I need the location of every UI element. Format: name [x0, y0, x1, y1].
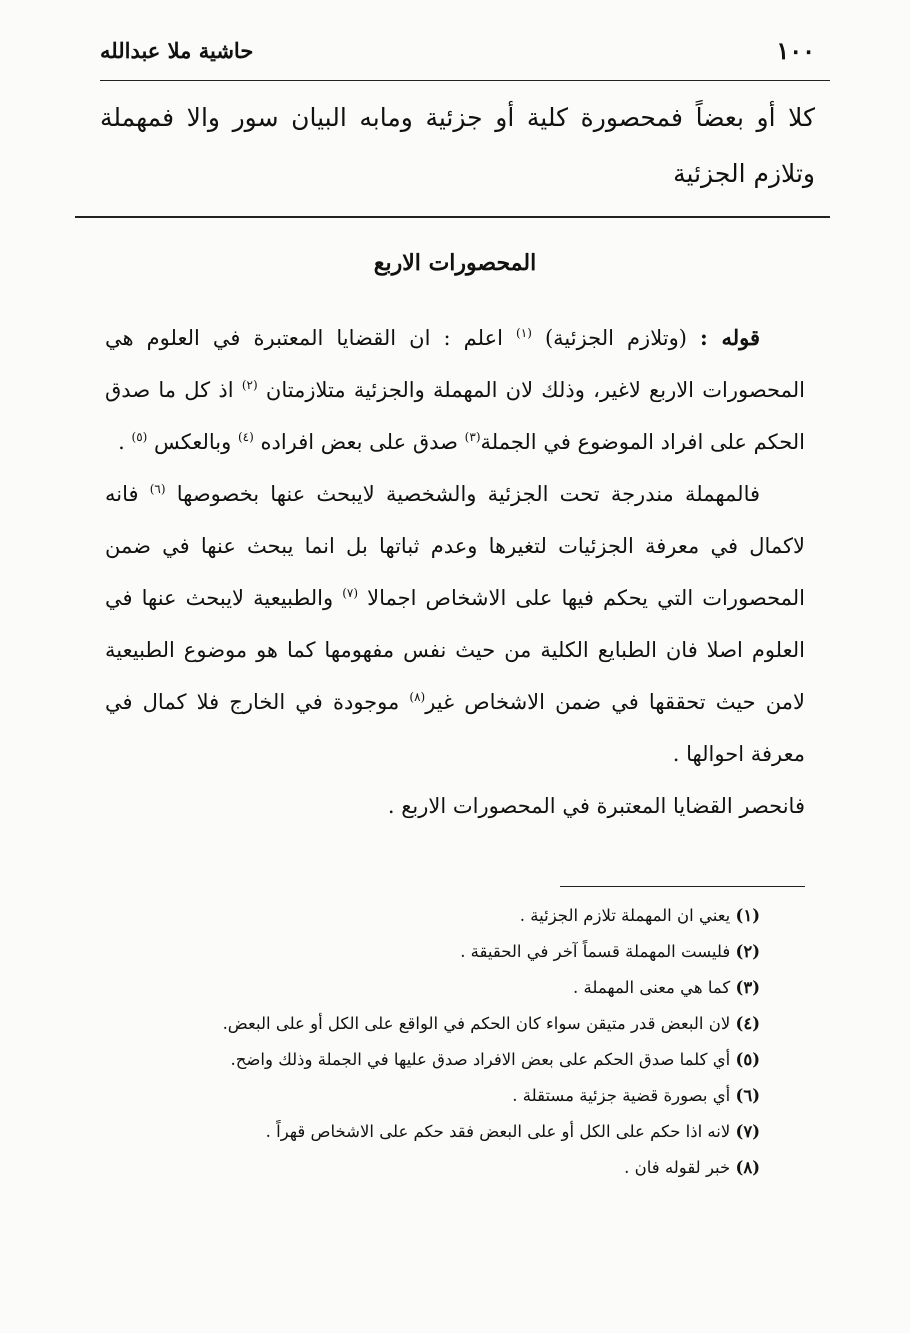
section-heading: المحصورات الاربع — [373, 250, 537, 276]
header-divider — [100, 80, 830, 81]
commentary-paragraph-2: فالمهملة مندرجة تحت الجزئية والشخصية لايبحث عنها بخصوصها $^{(٦)}$ فانه لاكمال في معرفة الجزئيات لتغيرها وعدم ثباتها بل انما يبحث عنها في ضمن المحصورات التي يحكم فيها على الاشخاص اجمالا $^{(٧)}$ والطبيعية لايبحث عنها في العلوم اصلا فان الطبايع الكلية من حيث نفس مفهومها كما هو موضوع الطبيعية لامن حيث تحققها في ضمن الاشخاص غير$^{(٨)}$ موجودة في الخارج فلا كمال في معرفة احوالها . — [105, 482, 805, 766]
commentary-body — [105, 312, 805, 872]
footnote-5: (٥) أي كلما صدق الحكم على بعض الافراد صدق عليها في الجملة وذلك واضح. — [230, 1050, 760, 1069]
running-title: حاشية ملا عبدالله — [100, 37, 254, 63]
page-header — [100, 30, 815, 70]
footnote-4: (٤) لان البعض قدر متيقن سواء كان الحكم في الواقع على الكل أو على البعض. — [222, 1014, 760, 1033]
footnote-ref-4: (٤) — [237, 430, 254, 444]
footnote-8: (٨) خبر لقوله فان . — [624, 1158, 760, 1177]
footnote-1: (١) يعني ان المهملة تلازم الجزئية . — [519, 906, 760, 925]
footnote-ref-2: (٢) — [241, 378, 258, 392]
footnote-ref-8: (٨) — [409, 690, 426, 704]
qawluh-label: قوله : — [699, 325, 760, 350]
footnote-2: (٢) فليست المهملة قسماً آخر في الحقيقة . — [460, 942, 760, 961]
footnote-ref-6: (٦) — [149, 482, 166, 496]
matn-text: كلا أو بعضاً فمحصورة كلية أو جزئية ومابه البيان سور والا فمهملة وتلازم الجزئية — [100, 103, 815, 188]
commentary-paragraph-1: قوله : (وتلازم الجزئية) $^{(١)}$ اعلم : ان القضايا المعتبرة في العلوم هي المحصورات الاربع لاغير، وذلك لان المهملة والجزئية متلازمتان $^{(٢)}$ اذ كل ما صدق الحكم على افراد الموضوع في الجملة$^{(٣)}$ صدق على بعض افراده $^{(٤)}$ وبالعكس $^{(٥)}$ . — [105, 325, 805, 454]
footnotes — [100, 898, 760, 1228]
matn-divider — [75, 216, 830, 218]
footnote-6: (٦) أي بصورة قضية جزئية مستقلة . — [512, 1086, 760, 1105]
footnote-divider — [560, 886, 805, 887]
footnote-3: (٣) كما هي معنى المهملة . — [573, 978, 760, 997]
footnote-ref-5: (٥) — [131, 430, 148, 444]
footnote-ref-3: (٣) — [464, 430, 481, 444]
page-number: ١٠٠ — [776, 35, 815, 65]
footnote-ref-7: (٧) — [342, 586, 359, 600]
footnote-ref-1: (١) — [516, 326, 532, 340]
footnote-7: (٧) لانه اذا حكم على الكل أو على البعض فقد حكم على الاشخاص قهراً . — [265, 1122, 760, 1141]
commentary-paragraph-3: فانحصر القضايا المعتبرة في المحصورات الاربع . — [387, 794, 805, 818]
